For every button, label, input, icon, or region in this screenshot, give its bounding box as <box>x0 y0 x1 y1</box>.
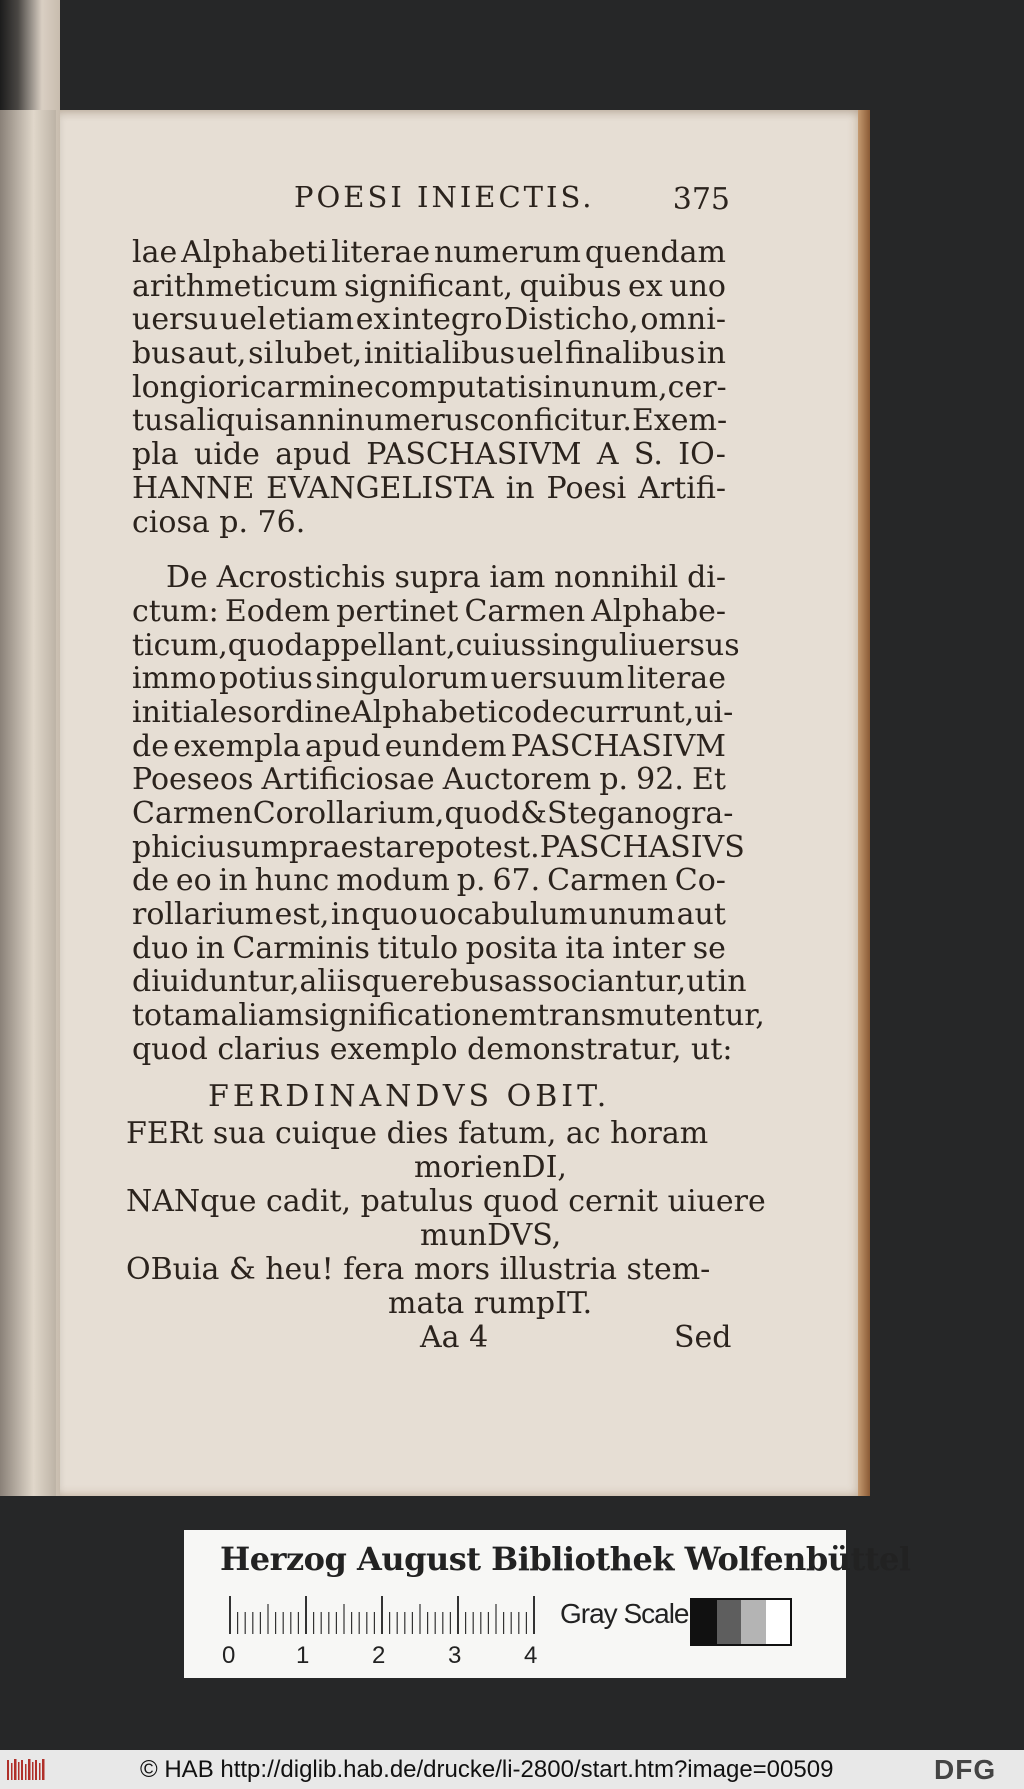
word: apud <box>304 728 381 764</box>
word: duo <box>132 930 189 966</box>
word: uel <box>516 336 564 372</box>
paragraph-1-line <box>132 438 726 472</box>
paragraph-1-line <box>132 337 726 371</box>
verse-title: FERDINANDVS OBIT. <box>208 1079 611 1114</box>
word: potest. <box>435 829 540 865</box>
word: nonnihil <box>554 560 679 596</box>
paragraph-2-line <box>132 763 726 797</box>
word: posita <box>465 930 558 966</box>
page-number: 375 <box>672 182 730 217</box>
library-scale-card <box>184 1530 911 1678</box>
word: exempla <box>173 728 301 764</box>
word: uocabulum <box>419 897 588 933</box>
paragraph-2-line <box>132 964 747 1000</box>
word: lae <box>132 235 178 270</box>
word: ut <box>686 964 718 1000</box>
word: literae <box>626 661 726 697</box>
paragraph-2-line <box>132 627 740 663</box>
word: Carmen <box>464 593 586 629</box>
word: numerus <box>345 403 480 439</box>
word: integro <box>392 302 503 338</box>
page-fore-edge <box>858 110 870 1496</box>
ruler-number-0: 0 <box>222 1642 236 1669</box>
word: Steganogra- <box>546 796 734 831</box>
word: anni <box>279 403 346 439</box>
gray-patch-2 <box>741 1600 766 1644</box>
word: Auctorem <box>442 762 592 798</box>
previous-page-edge <box>0 110 56 1510</box>
verse-line-3: OBuia & heu! fera mors illustria stem- <box>126 1252 711 1287</box>
word: Carmen <box>132 796 253 831</box>
word: diuiduntur, <box>132 964 300 1000</box>
word: Et <box>691 762 726 798</box>
paragraph-2-line <box>132 829 745 865</box>
word: aut, <box>187 336 247 372</box>
word: titulo <box>377 930 459 966</box>
word: Alphabe- <box>591 593 726 629</box>
word: PASCHASIVS <box>539 829 745 865</box>
word: literae <box>331 235 431 270</box>
word: decurrunt, <box>532 694 695 730</box>
word: potius <box>219 661 313 697</box>
paragraph-1-line <box>132 270 726 304</box>
word: ordine <box>252 694 352 730</box>
word: Artificiosae <box>261 762 435 798</box>
gray-scale-patches <box>690 1598 792 1646</box>
word: quendam <box>584 235 726 270</box>
word: conficitur. <box>479 403 632 439</box>
word: Co- <box>674 863 726 899</box>
word: tus <box>132 403 179 439</box>
word: numerum <box>434 235 581 270</box>
word: cer- <box>667 369 727 405</box>
word: in <box>330 897 360 933</box>
text-block <box>132 235 765 1067</box>
paragraph-2-line <box>132 730 726 764</box>
word: & <box>520 796 547 831</box>
paragraph-1 <box>132 236 726 539</box>
word: ctum: <box>132 593 219 629</box>
word: de <box>132 728 169 764</box>
word: supra <box>394 560 481 596</box>
word: PASCHASIVM <box>510 728 726 764</box>
word: si <box>248 336 274 372</box>
word: uide <box>194 437 260 473</box>
word: Acrostichis <box>216 560 386 596</box>
verse-line-1-cont: morienDI, <box>414 1150 567 1185</box>
word: uersuum <box>490 661 625 697</box>
paragraph-2-line <box>132 898 726 932</box>
word: pla <box>132 437 179 473</box>
verse-line-2: NANque cadit, patulus quod cernit uiuere <box>126 1184 766 1219</box>
paragraph-1-line <box>132 236 726 270</box>
word: Artifi- <box>638 470 726 506</box>
word: in <box>218 863 248 899</box>
word: transmutentur, <box>536 998 765 1034</box>
word: aliquis <box>178 403 280 439</box>
word: ita <box>565 930 605 966</box>
running-head <box>290 180 740 220</box>
paragraph-2 <box>132 560 765 1067</box>
word: 67. <box>492 863 541 899</box>
ruler-number-4: 4 <box>524 1642 538 1669</box>
library-name: Herzog August Bibliothek Wolfenbüttel <box>220 1540 911 1578</box>
word: quod <box>444 796 521 831</box>
word: singuli <box>536 627 639 663</box>
word: totam <box>132 998 221 1034</box>
gray-patch-3 <box>766 1600 791 1644</box>
word: ex <box>355 302 391 338</box>
word: in <box>697 336 726 372</box>
word: Corollarium, <box>252 796 445 831</box>
word: Disticho, <box>504 302 639 338</box>
word: inter <box>612 930 686 966</box>
word: p. <box>599 762 629 798</box>
word: ui- <box>694 694 734 730</box>
word: S. <box>633 437 663 473</box>
paragraph-1-line: ciosa p. 76. <box>132 504 306 540</box>
signature-mark: Aa 4 <box>420 1320 489 1355</box>
paragraph-1-line <box>132 404 726 438</box>
word: Alphabeti <box>181 235 328 270</box>
paragraph-2-line <box>132 662 726 696</box>
hab-barcode-logo-icon <box>6 1757 46 1783</box>
word: carmine <box>249 369 374 405</box>
word: eo <box>175 863 212 899</box>
ruler-scale-icon <box>228 1596 544 1636</box>
word: uel <box>219 302 267 338</box>
word: significationem <box>303 998 537 1034</box>
word: di- <box>687 560 726 596</box>
word: significant, <box>344 268 513 304</box>
word: Carmen <box>547 863 668 899</box>
word: bus <box>132 336 186 372</box>
word: modum <box>336 863 450 899</box>
word: longiori <box>132 369 250 405</box>
word: ticum, <box>132 627 228 663</box>
word: etiam <box>268 302 355 338</box>
paragraph-2-line <box>132 796 734 831</box>
word: apud <box>275 437 351 473</box>
word: Carminis <box>232 930 370 966</box>
paragraph-1-line <box>132 472 726 506</box>
verse-line-1: FERt sua cuique dies fatum, ac horam <box>126 1116 709 1151</box>
verse-line-3-cont: mata rumpIT. <box>388 1286 593 1321</box>
word: usum <box>206 829 290 865</box>
word: 92. <box>636 762 684 798</box>
word: aut <box>676 897 726 933</box>
running-title: POESI INIECTIS. <box>294 180 595 214</box>
word: iam <box>489 560 546 596</box>
word: in <box>542 369 572 405</box>
word: arithmeticum <box>132 268 338 304</box>
word: quibus <box>519 268 622 304</box>
word: est, <box>274 897 330 933</box>
word: pertinet <box>336 593 459 629</box>
word: initialibus <box>363 336 516 372</box>
gray-scale-label: Gray Scale <box>560 1598 689 1629</box>
paragraph-2-line <box>132 932 726 966</box>
word: phici <box>132 829 207 865</box>
word: unum <box>588 897 676 933</box>
word: HANNE <box>132 470 255 506</box>
word: praestare <box>289 829 436 865</box>
word: aliisque <box>299 964 418 1000</box>
word: quo <box>361 897 418 933</box>
word: Poesi <box>546 470 627 506</box>
word: eundem <box>384 728 507 764</box>
ruler-number-2: 2 <box>372 1642 386 1669</box>
word: Alphabetico <box>351 694 533 730</box>
paragraph-2-line <box>132 561 726 595</box>
paragraph-2-line <box>132 694 734 730</box>
word: in <box>505 470 535 506</box>
ruler-number-1: 1 <box>296 1642 310 1669</box>
word: de <box>132 863 169 899</box>
word: in <box>717 964 747 1000</box>
word: appellant, <box>303 627 456 663</box>
word: cuius <box>455 627 537 663</box>
dfg-logo: DFG <box>934 1754 997 1785</box>
word: ex <box>628 268 663 304</box>
word: uersu <box>132 302 219 338</box>
verse-line-2-cont: munDVS, <box>420 1218 562 1253</box>
word: Exem- <box>631 403 728 439</box>
word: computatis <box>373 369 543 405</box>
word: singulorum <box>315 661 488 697</box>
word: IO- <box>678 437 726 473</box>
word: De <box>166 560 208 596</box>
word: immo <box>132 661 217 697</box>
paragraph-2-line <box>132 998 765 1034</box>
footer-bar <box>0 1750 1024 1789</box>
word: finalibus <box>565 336 696 372</box>
catchword: Sed <box>674 1320 732 1355</box>
word: PASCHASIVM <box>366 437 582 473</box>
word: EVANGELISTA <box>266 470 494 506</box>
word: uersus <box>638 627 740 663</box>
ruler-number-3: 3 <box>448 1642 462 1669</box>
word: omni- <box>640 302 726 338</box>
word: rebus <box>417 964 504 1000</box>
word: aliam <box>220 998 304 1034</box>
paragraph-1-line <box>132 371 726 405</box>
word: initiales <box>132 694 253 730</box>
word: quod <box>227 627 304 663</box>
word: hunc <box>254 863 330 899</box>
paragraph-2-line: quod clarius exemplo demonstratur, ut: <box>132 1031 733 1067</box>
word: A <box>596 437 619 473</box>
word: associantur, <box>503 964 687 1000</box>
word: rollarium <box>132 897 274 933</box>
word: unum, <box>571 369 668 405</box>
word: Eodem <box>224 593 331 629</box>
word: p. <box>456 863 486 899</box>
word: se <box>692 930 726 966</box>
paragraph-1-line <box>132 303 726 337</box>
paragraph-2-line <box>132 864 726 898</box>
word: Poeseos <box>132 762 254 798</box>
paragraph-2-line <box>132 595 726 629</box>
copyright-link[interactable]: © HAB http://diglib.hab.de/drucke/li-2800/start.htm?image=00509 <box>140 1756 834 1783</box>
word: in <box>196 930 225 966</box>
gray-patch-1 <box>717 1600 742 1644</box>
gray-patch-0 <box>692 1600 717 1644</box>
word: lubet, <box>274 336 363 372</box>
word: uno <box>669 268 726 304</box>
